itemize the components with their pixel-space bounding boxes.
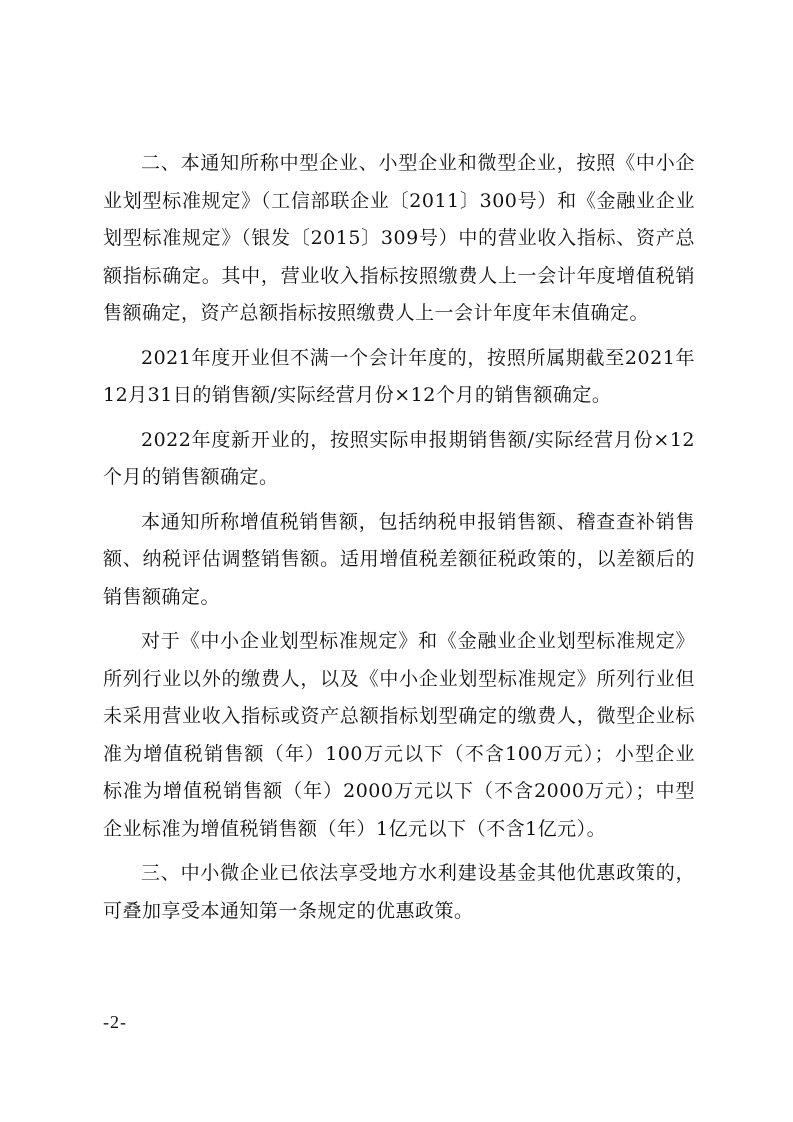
- paragraph-classification-basis: 二、本通知所称中型企业、小型企业和微型企业，按照《中小企业划型标准规定》（工信部联企业〔2011〕300号）和《金融业企业划型标准规定》（银发〔2015〕309号）中的营业收入指标、资产总额指标确定。其中，营业收入指标按照缴费人上一会计年度增值税销售额确定，资产总额指标按照缴费人上一会计年度年末值确定。: [103, 152, 695, 324]
- paragraph-vat-sales-definition: 本通知所称增值税销售额，包括纳税申报销售额、稽查查补销售额、纳税评估调整销售额。适用增值税差额征税政策的，以差额后的销售额确定。: [103, 510, 695, 608]
- paragraph-stacking-preferential-policies: 三、中小微企业已依法享受地方水利建设基金其他优惠政策的，可叠加享受本通知第一条规定的优惠政策。: [103, 862, 695, 922]
- page-number: -2-: [103, 1012, 127, 1032]
- document-body: [103, 145, 695, 930]
- paragraph-2022-new-business: 2022年度新开业的，按照实际申报期销售额/实际经营月份×12个月的销售额确定。: [103, 428, 695, 488]
- paragraph-2021-new-business: 2021年度开业但不满一个会计年度的，按照所属期截至2021年12月31日的销售额/实际经营月份×12个月的销售额确定。: [103, 346, 695, 406]
- paragraph-other-industries-standard: 对于《中小企业划型标准规定》和《金融业企业划型标准规定》所列行业以外的缴费人，以及《中小企业划型标准规定》所列行业但未采用营业收入指标或资产总额指标划型确定的缴费人，微型企业标准为增值税销售额（年）100万元以下（不含100万元）；小型企业标准为增值税销售额（年）2000万元以下（不含2000万元）；中型企业标准为增值税销售额（年）1亿元以下（不含1亿元）。: [103, 630, 695, 840]
